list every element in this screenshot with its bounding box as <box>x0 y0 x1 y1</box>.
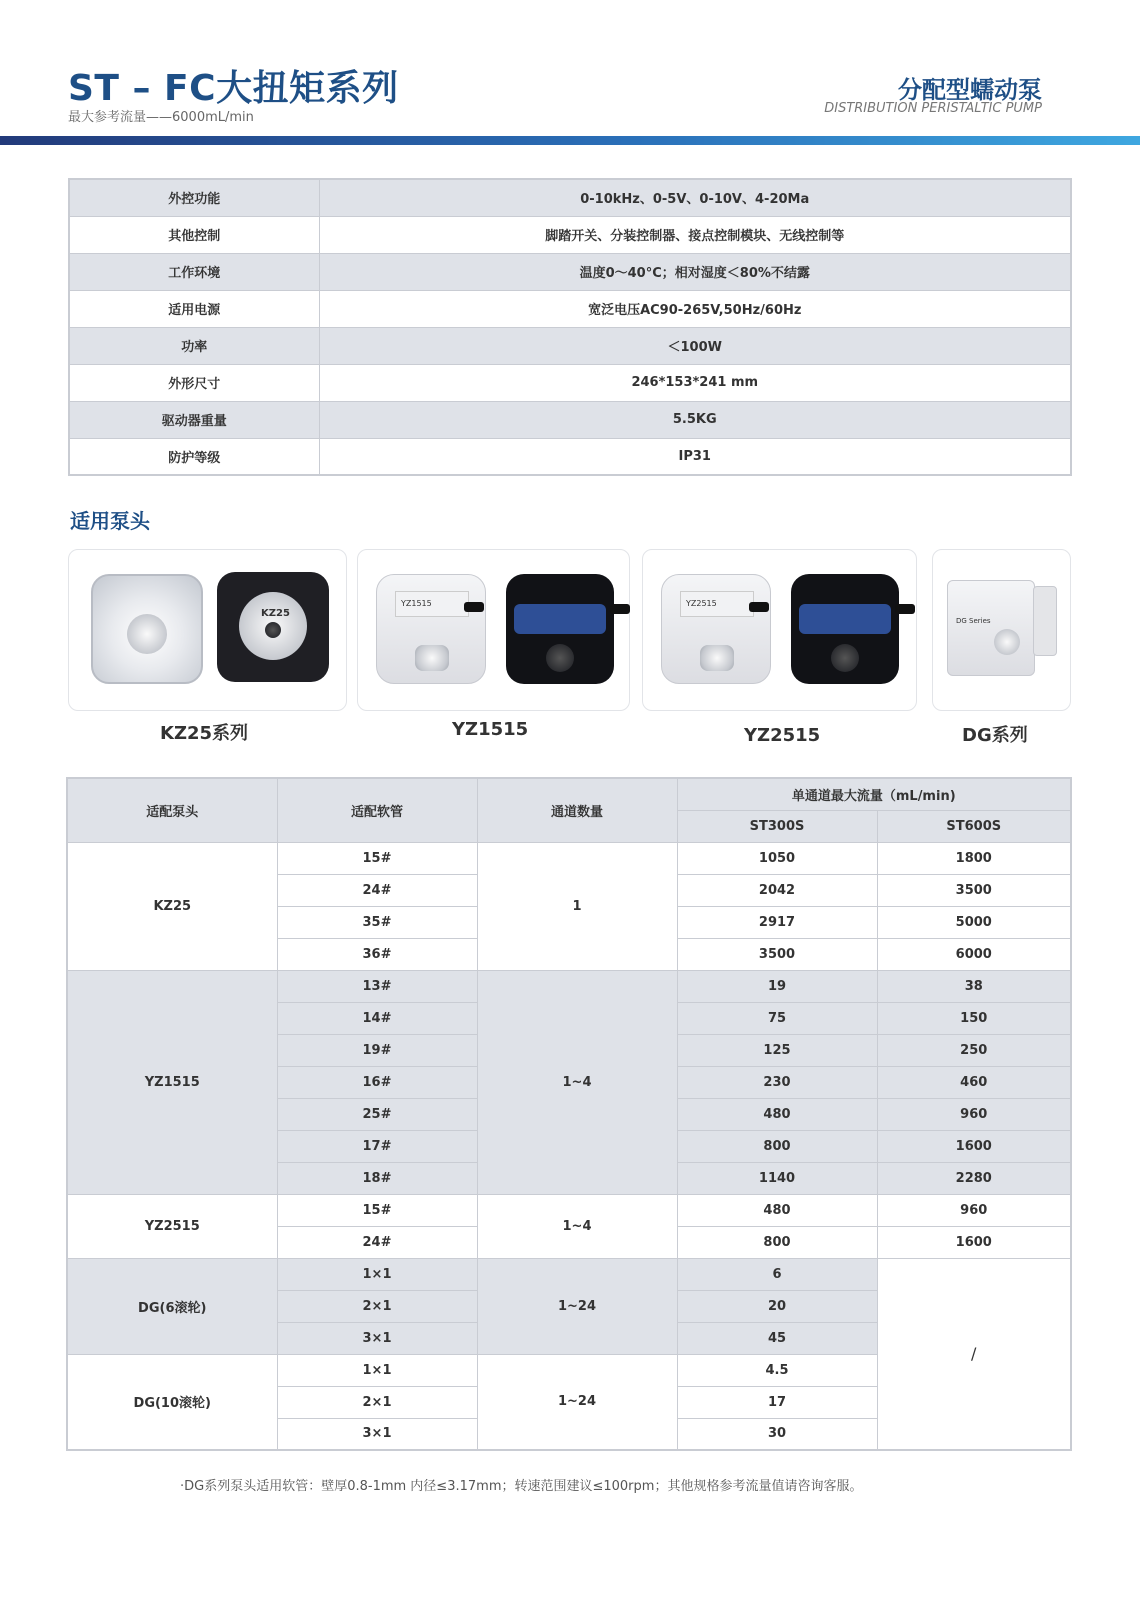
pump-card-dg <box>932 549 1071 711</box>
pump-heads-section-title: 适用泵头 <box>70 509 150 533</box>
group-name: YZ2515 <box>67 1194 277 1258</box>
spec-row <box>69 438 1071 475</box>
shaft-icon <box>546 644 574 672</box>
st600s-cell: 2280 <box>877 1162 1071 1194</box>
rotor-hub-icon <box>994 629 1020 655</box>
col-header-st300s: ST300S <box>677 810 877 842</box>
category-title: 分配型蠕动泵 <box>898 76 1042 104</box>
spec-value: ＜100W <box>319 327 1071 364</box>
pump-card-yz1515 <box>357 549 630 711</box>
tube-cell: 15# <box>277 842 477 874</box>
st300s-cell: 480 <box>677 1098 877 1130</box>
flow-table <box>66 777 1072 1451</box>
dg-st600s-na-cell: / <box>877 1258 1071 1450</box>
st300s-cell: 30 <box>677 1418 877 1450</box>
spec-key: 外形尺寸 <box>69 364 319 401</box>
st600s-cell: 1600 <box>877 1130 1071 1162</box>
spec-row <box>69 179 1071 216</box>
st300s-cell: 45 <box>677 1322 877 1354</box>
rotor-hub-icon <box>415 645 449 671</box>
st600s-cell: 5000 <box>877 906 1071 938</box>
tube-cell: 25# <box>277 1098 477 1130</box>
pump-card-yz2515 <box>642 549 917 711</box>
tube-cell: 35# <box>277 906 477 938</box>
tube-cell: 24# <box>277 1226 477 1258</box>
spec-key: 功率 <box>69 327 319 364</box>
col-header-pump-head: 适配泵头 <box>67 778 277 842</box>
spec-key: 防护等级 <box>69 438 319 475</box>
st600s-cell: 38 <box>877 970 1071 1002</box>
tube-cell: 16# <box>277 1066 477 1098</box>
spec-row <box>69 290 1071 327</box>
yz1515-black-pump-image <box>506 574 614 684</box>
st300s-cell: 1050 <box>677 842 877 874</box>
st600s-cell: 960 <box>877 1194 1071 1226</box>
channels-cell: 1~4 <box>477 970 677 1194</box>
knob-icon <box>610 604 630 614</box>
st300s-cell: 230 <box>677 1066 877 1098</box>
footnote: ·DG系列泵头适用软管：壁厚0.8-1mm 内径≤3.17mm；转速范围建议≤100rpm；其他规格参考流量值请咨询客服。 <box>180 1479 863 1494</box>
spec-key: 工作环境 <box>69 253 319 290</box>
st600s-cell: 150 <box>877 1002 1071 1034</box>
pump-label-dg: DG系列 <box>962 725 1028 746</box>
st300s-cell: 2042 <box>677 874 877 906</box>
tube-cell: 3×1 <box>277 1322 477 1354</box>
channels-cell: 1~4 <box>477 1194 677 1258</box>
group-name: YZ1515 <box>67 970 277 1194</box>
st300s-cell: 800 <box>677 1226 877 1258</box>
st300s-cell: 4.5 <box>677 1354 877 1386</box>
blue-window <box>514 604 606 634</box>
col-header-channels: 通道数量 <box>477 778 677 842</box>
st300s-cell: 800 <box>677 1130 877 1162</box>
table-row <box>67 842 1071 874</box>
col-header-tube: 适配软管 <box>277 778 477 842</box>
spec-row <box>69 216 1071 253</box>
spec-value: 温度0～40°C；相对湿度＜80%不结露 <box>319 253 1071 290</box>
spec-key: 驱动器重量 <box>69 401 319 438</box>
page-subtitle: 最大参考流量——6000mL/min <box>68 110 254 125</box>
st300s-cell: 6 <box>677 1258 877 1290</box>
st300s-cell: 19 <box>677 970 877 1002</box>
yz2515-print: YZ2515 <box>686 599 717 608</box>
dg-pump-image <box>947 580 1035 676</box>
st300s-cell: 480 <box>677 1194 877 1226</box>
yz1515-print: YZ1515 <box>401 599 432 608</box>
spec-key: 外控功能 <box>69 179 319 216</box>
col-header-st600s: ST600S <box>877 810 1071 842</box>
kz25-print: KZ25 <box>261 608 290 619</box>
st600s-cell: 3500 <box>877 874 1071 906</box>
kz25-black-pump-image <box>217 572 329 682</box>
tube-cell: 18# <box>277 1162 477 1194</box>
spec-row <box>69 364 1071 401</box>
spec-value: 脚踏开关、分装控制器、接点控制模块、无线控制等 <box>319 216 1071 253</box>
group-name: KZ25 <box>67 842 277 970</box>
channels-cell: 1 <box>477 842 677 970</box>
tube-cell: 1×1 <box>277 1258 477 1290</box>
shaft-icon <box>831 644 859 672</box>
st300s-cell: 125 <box>677 1034 877 1066</box>
st300s-cell: 75 <box>677 1002 877 1034</box>
tube-cell: 15# <box>277 1194 477 1226</box>
st300s-cell: 20 <box>677 1290 877 1322</box>
pump-label-yz2515: YZ2515 <box>744 725 821 746</box>
rotor-hub-icon <box>700 645 734 671</box>
channels-cell: 1~24 <box>477 1354 677 1450</box>
st600s-cell: 250 <box>877 1034 1071 1066</box>
group-name: DG(6滚轮) <box>67 1258 277 1354</box>
knob-icon <box>895 604 915 614</box>
tube-cell: 19# <box>277 1034 477 1066</box>
page-header <box>0 0 1140 150</box>
tube-cell: 2×1 <box>277 1386 477 1418</box>
header-divider-bar <box>0 136 1140 145</box>
st300s-cell: 3500 <box>677 938 877 970</box>
rotor-hub-icon <box>127 614 167 654</box>
table-row <box>67 1194 1071 1226</box>
channels-cell: 1~24 <box>477 1258 677 1354</box>
dg-side-clamp <box>1033 586 1057 656</box>
spec-row <box>69 401 1071 438</box>
col-header-max-flow: 单通道最大流量（mL/min) <box>677 778 1071 810</box>
spec-value: 5.5KG <box>319 401 1071 438</box>
pump-label-yz1515: YZ1515 <box>452 719 529 740</box>
st600s-cell: 1800 <box>877 842 1071 874</box>
flow-header-row <box>67 778 1071 810</box>
spec-row <box>69 327 1071 364</box>
spec-row <box>69 253 1071 290</box>
yz2515-black-pump-image <box>791 574 899 684</box>
pump-label-kz25: KZ25系列 <box>160 723 249 744</box>
knob-icon <box>464 602 484 612</box>
tube-cell: 1×1 <box>277 1354 477 1386</box>
spec-key: 其他控制 <box>69 216 319 253</box>
st600s-cell: 960 <box>877 1098 1071 1130</box>
blue-window <box>799 604 891 634</box>
tube-cell: 3×1 <box>277 1418 477 1450</box>
yz1515-white-pump-image <box>376 574 486 684</box>
st600s-cell: 1600 <box>877 1226 1071 1258</box>
spec-table <box>68 178 1072 476</box>
tube-cell: 13# <box>277 970 477 1002</box>
spec-value: 宽泛电压AC90-265V,50Hz/60Hz <box>319 290 1071 327</box>
st600s-cell: 460 <box>877 1066 1071 1098</box>
st300s-cell: 1140 <box>677 1162 877 1194</box>
tube-cell: 17# <box>277 1130 477 1162</box>
dg-print: DG Series <box>956 617 991 625</box>
spec-key: 适用电源 <box>69 290 319 327</box>
table-row <box>67 970 1071 1002</box>
st600s-cell: 6000 <box>877 938 1071 970</box>
st300s-cell: 17 <box>677 1386 877 1418</box>
spec-value: 0-10kHz、0-5V、0-10V、4-20Ma <box>319 179 1071 216</box>
kz25-clear-pump-image <box>91 574 203 684</box>
tube-cell: 24# <box>277 874 477 906</box>
group-name: DG(10滚轮) <box>67 1354 277 1450</box>
knob-icon <box>749 602 769 612</box>
shaft-icon <box>265 622 281 638</box>
category-subtitle: DISTRIBUTION PERISTALTIC PUMP <box>824 101 1042 116</box>
page-title: ST – FC大扭矩系列 <box>68 68 399 109</box>
spec-value: IP31 <box>319 438 1071 475</box>
tube-cell: 2×1 <box>277 1290 477 1322</box>
st300s-cell: 2917 <box>677 906 877 938</box>
tube-cell: 14# <box>277 1002 477 1034</box>
table-row <box>67 1258 1071 1290</box>
spec-value: 246*153*241 mm <box>319 364 1071 401</box>
pump-card-kz25 <box>68 549 347 711</box>
tube-cell: 36# <box>277 938 477 970</box>
yz2515-white-pump-image <box>661 574 771 684</box>
